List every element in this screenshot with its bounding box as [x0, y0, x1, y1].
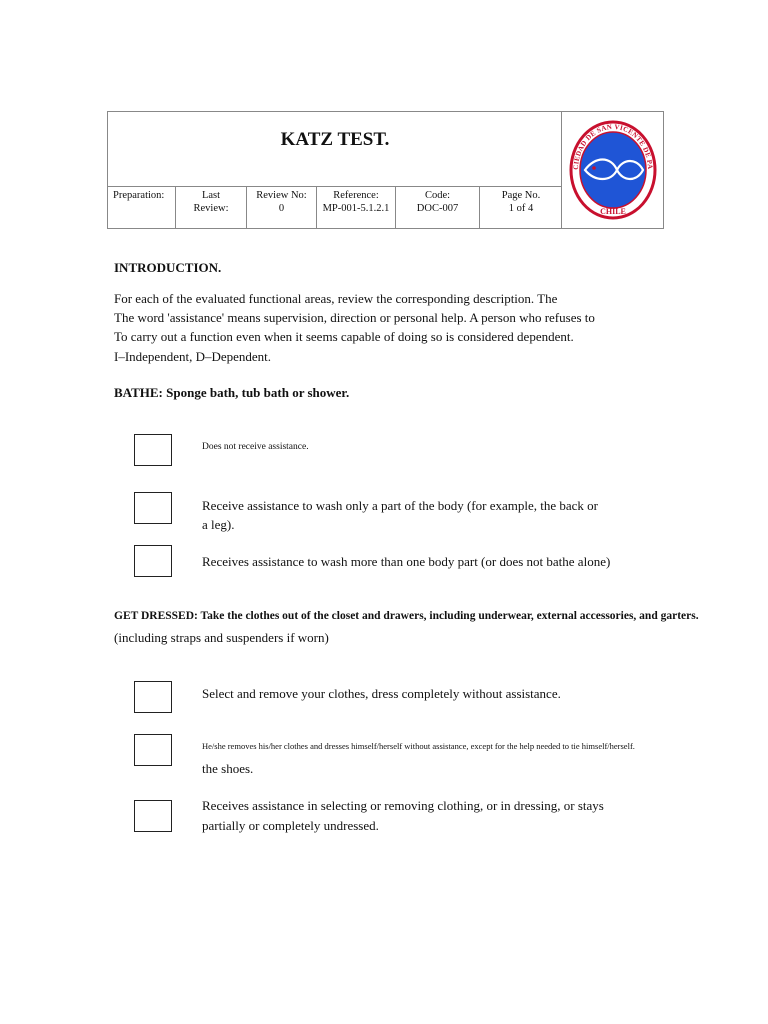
document-title: KATZ TEST.: [280, 129, 390, 150]
dressed-option-2-line-2: the shoes.: [202, 761, 254, 776]
bathe-option-2-line-1: Receive assistance to wash only a part of the body (for example, the back or: [202, 498, 598, 513]
reference-cell: [317, 187, 396, 229]
logo-ring-text: CIEDAD DE SAN VICENTE DE PA: [571, 122, 655, 171]
review-no-value: 0: [278, 203, 285, 214]
bathe-option-3-text: Receives assistance to wash more than one body part (or does not bathe alone): [202, 554, 611, 569]
dressed-subline: (including straps and suspenders if worn): [114, 630, 329, 645]
last-review-cell: [176, 187, 247, 229]
fish-eye-icon: [592, 166, 596, 170]
dressed-option-1-text: Select and remove your clothes, dress completely without assistance.: [202, 686, 561, 701]
metadata-row: [108, 186, 562, 228]
dressed-option-3-checkbox[interactable]: [134, 800, 172, 832]
logo-cell: [563, 112, 663, 228]
last-review-label: Last: [201, 190, 221, 201]
intro-line-3: To carry out a function even when it seems capable of doing so is considered dependent.: [114, 329, 574, 344]
page-no-value: 1 of 4: [508, 203, 534, 214]
intro-line-2: The word 'assistance' means supervision, direction or personal help. A person who refuses to: [114, 310, 595, 325]
review-no-label: Review No:: [256, 190, 307, 201]
reference-label: Reference:: [333, 190, 379, 201]
preparation-label: Preparation:: [113, 190, 165, 201]
bathe-heading: BATHE: Sponge bath, tub bath or shower.: [114, 385, 350, 400]
code-cell: [396, 187, 480, 229]
dressed-option-2-checkbox[interactable]: [134, 734, 172, 766]
society-logo: [563, 112, 663, 228]
logo-inner-disk: [580, 132, 646, 208]
last-review-value: Review:: [193, 203, 229, 214]
dressed-option-2-line-1: He/she removes his/her clothes and dresses himself/herself without assistance, except for the help needed to tie himself/herself.: [202, 741, 635, 751]
code-value: DOC-007: [416, 203, 459, 214]
introduction-heading: INTRODUCTION.: [114, 260, 222, 275]
bathe-option-2-line-2: a leg).: [202, 517, 235, 532]
page-no-label: Page No.: [501, 190, 541, 201]
dressed-heading: GET DRESSED: Take the clothes out of the closet and drawers, including underwear, external accessories, and garters.: [114, 610, 699, 622]
bathe-option-3-checkbox[interactable]: [134, 545, 172, 577]
logo-bottom-text: CHILE: [600, 207, 626, 216]
bathe-option-1-text: Does not receive assistance.: [202, 442, 309, 452]
page-no-cell: [480, 187, 562, 229]
intro-line-1: For each of the evaluated functional areas, review the corresponding description. The: [114, 291, 558, 306]
header-info-section: [108, 112, 562, 228]
bathe-option-2-checkbox[interactable]: [134, 492, 172, 524]
dressed-option-1-checkbox[interactable]: [134, 681, 172, 713]
preparation-cell: [108, 187, 176, 229]
code-label: Code:: [424, 190, 451, 201]
review-no-cell: [247, 187, 317, 229]
document-header-table: [107, 111, 664, 229]
dressed-option-3-line-2: partially or completely undressed.: [202, 818, 379, 833]
bathe-option-1-checkbox[interactable]: [134, 434, 172, 466]
reference-value: MP-001-5.1.2.1: [322, 203, 390, 214]
dressed-option-3-line-1: Receives assistance in selecting or removing clothing, or in dressing, or stays: [202, 798, 604, 813]
intro-line-4: I–Independent, D–Dependent.: [114, 349, 272, 364]
